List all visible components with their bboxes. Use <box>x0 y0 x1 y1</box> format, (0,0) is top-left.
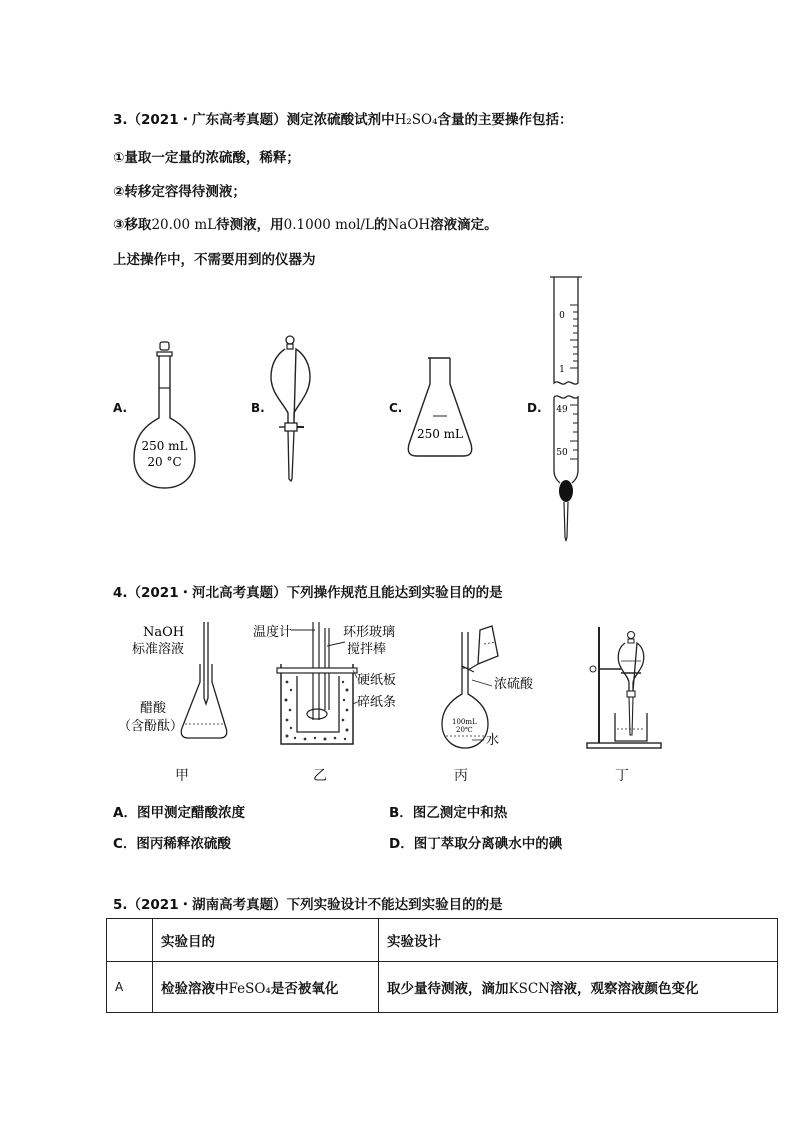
q3-formula: H₂SO₄ <box>394 112 438 128</box>
q4-option-d: D．图丁萃取分离碘水中的碘 <box>389 836 563 852</box>
yi-label-stirrer: 搅拌棒 <box>347 642 387 657</box>
titration-figure <box>118 620 228 750</box>
erlenmeyer-flask-figure <box>405 356 475 460</box>
q3-option-c-label: C. <box>389 401 403 415</box>
burette-tick-50: 50 <box>556 448 568 458</box>
purpose-formula: FeSO₄ <box>228 981 271 997</box>
q5-table <box>106 918 778 1013</box>
q3-step3-b: 待测液，用 <box>216 217 284 233</box>
jia-label-naoh: NaOH <box>143 625 185 640</box>
q3-step3-naoh: NaOH <box>387 217 431 233</box>
q3-stem-b: 含量的主要操作包括： <box>437 112 573 128</box>
q3-step3-a: ③移取 <box>113 217 152 233</box>
caption-ding: 丁 <box>615 768 629 784</box>
q3-step3 <box>113 213 498 233</box>
q3-step3-volume: 20.00 mL <box>151 217 217 233</box>
bing-label-volume: 100mL <box>452 718 477 726</box>
q3-option-b-label: B. <box>251 401 265 415</box>
header-cell-design: 实验设计 <box>379 919 778 962</box>
caption-yi: 乙 <box>313 768 327 784</box>
burette-tick-1: 1 <box>559 365 565 375</box>
q5-stem: 5.（2021・湖南高考真题）下列实验设计不能达到实验目的的是 <box>113 897 503 913</box>
q3-step3-concentration: 0.1000 mol/L <box>283 217 374 233</box>
design-text-a: 取少量待测液，滴加 <box>387 981 509 997</box>
header-cell-purpose: 实验目的 <box>153 919 379 962</box>
q3-stem <box>113 108 573 128</box>
dilution-figure <box>438 620 558 755</box>
bing-label-sulfuric-acid: 浓硫酸 <box>494 677 534 692</box>
jia-label-acetic-acid: 醋酸 <box>140 701 167 716</box>
q3-step3-d: 溶液滴定。 <box>430 217 498 233</box>
bing-label-water: 水 <box>486 733 500 748</box>
q3-stem-a: 3.（2021・广东高考真题）测定浓硫酸试剂中 <box>113 112 395 128</box>
yi-label-paper-scraps: 碎纸条 <box>357 695 397 710</box>
q4-option-a: A．图甲测定醋酸浓度 <box>113 805 245 821</box>
jia-label-phenolphthalein: （含酚酞） <box>118 719 184 734</box>
yi-label-glass-ring: 环形玻璃 <box>343 625 396 640</box>
flask-a-temp-text: 20 °C <box>147 455 182 469</box>
calorimeter-figure <box>253 620 413 750</box>
extraction-figure <box>585 625 665 751</box>
jia-label-standard-solution: 标准溶液 <box>132 642 185 657</box>
flask-c-volume-text: 250 mL <box>416 427 464 441</box>
q4-stem: 4.（2021・河北高考真题）下列操作规范且能达到实验目的的是 <box>113 585 503 601</box>
q3-step3-c: 的 <box>373 217 388 233</box>
row-design-cell <box>379 962 778 1013</box>
purpose-text-b: 是否被氧化 <box>270 981 339 997</box>
row-purpose-cell <box>153 962 379 1013</box>
q3-option-a-label: A. <box>113 401 128 415</box>
q3-step1: ①量取一定量的浓硫酸，稀释； <box>113 150 300 166</box>
volumetric-flask-figure <box>130 340 200 490</box>
q4-option-c: C．图丙稀释浓硫酸 <box>113 836 231 852</box>
q3-option-d-label: D. <box>527 401 542 415</box>
row-id-cell: A <box>107 962 153 1013</box>
table-row <box>107 962 778 1013</box>
bing-label-temp: 20℃ <box>456 726 473 734</box>
burette-figure <box>548 275 588 545</box>
header-cell-id <box>107 919 153 962</box>
burette-tick-49: 49 <box>556 405 568 415</box>
design-formula: KSCN <box>508 981 550 997</box>
q4-option-b: B．图乙测定中和热 <box>389 805 508 821</box>
design-text-b: 溶液，观察溶液颜色变化 <box>549 981 699 997</box>
caption-jia: 甲 <box>175 768 189 784</box>
yi-label-thermometer: 温度计 <box>253 625 293 640</box>
q3-step2: ②转移定容得待测液； <box>113 184 246 200</box>
table-header-row <box>107 919 778 962</box>
q3-question: 上述操作中，不需要用到的仪器为 <box>113 252 316 268</box>
flask-a-volume-text: 250 mL <box>141 439 188 453</box>
yi-label-cardboard: 硬纸板 <box>357 673 397 688</box>
separatory-funnel-figure <box>268 333 314 483</box>
caption-bing: 丙 <box>454 768 468 784</box>
purpose-text-a: 检验溶液中 <box>161 981 229 997</box>
burette-tick-0: 0 <box>559 311 565 321</box>
